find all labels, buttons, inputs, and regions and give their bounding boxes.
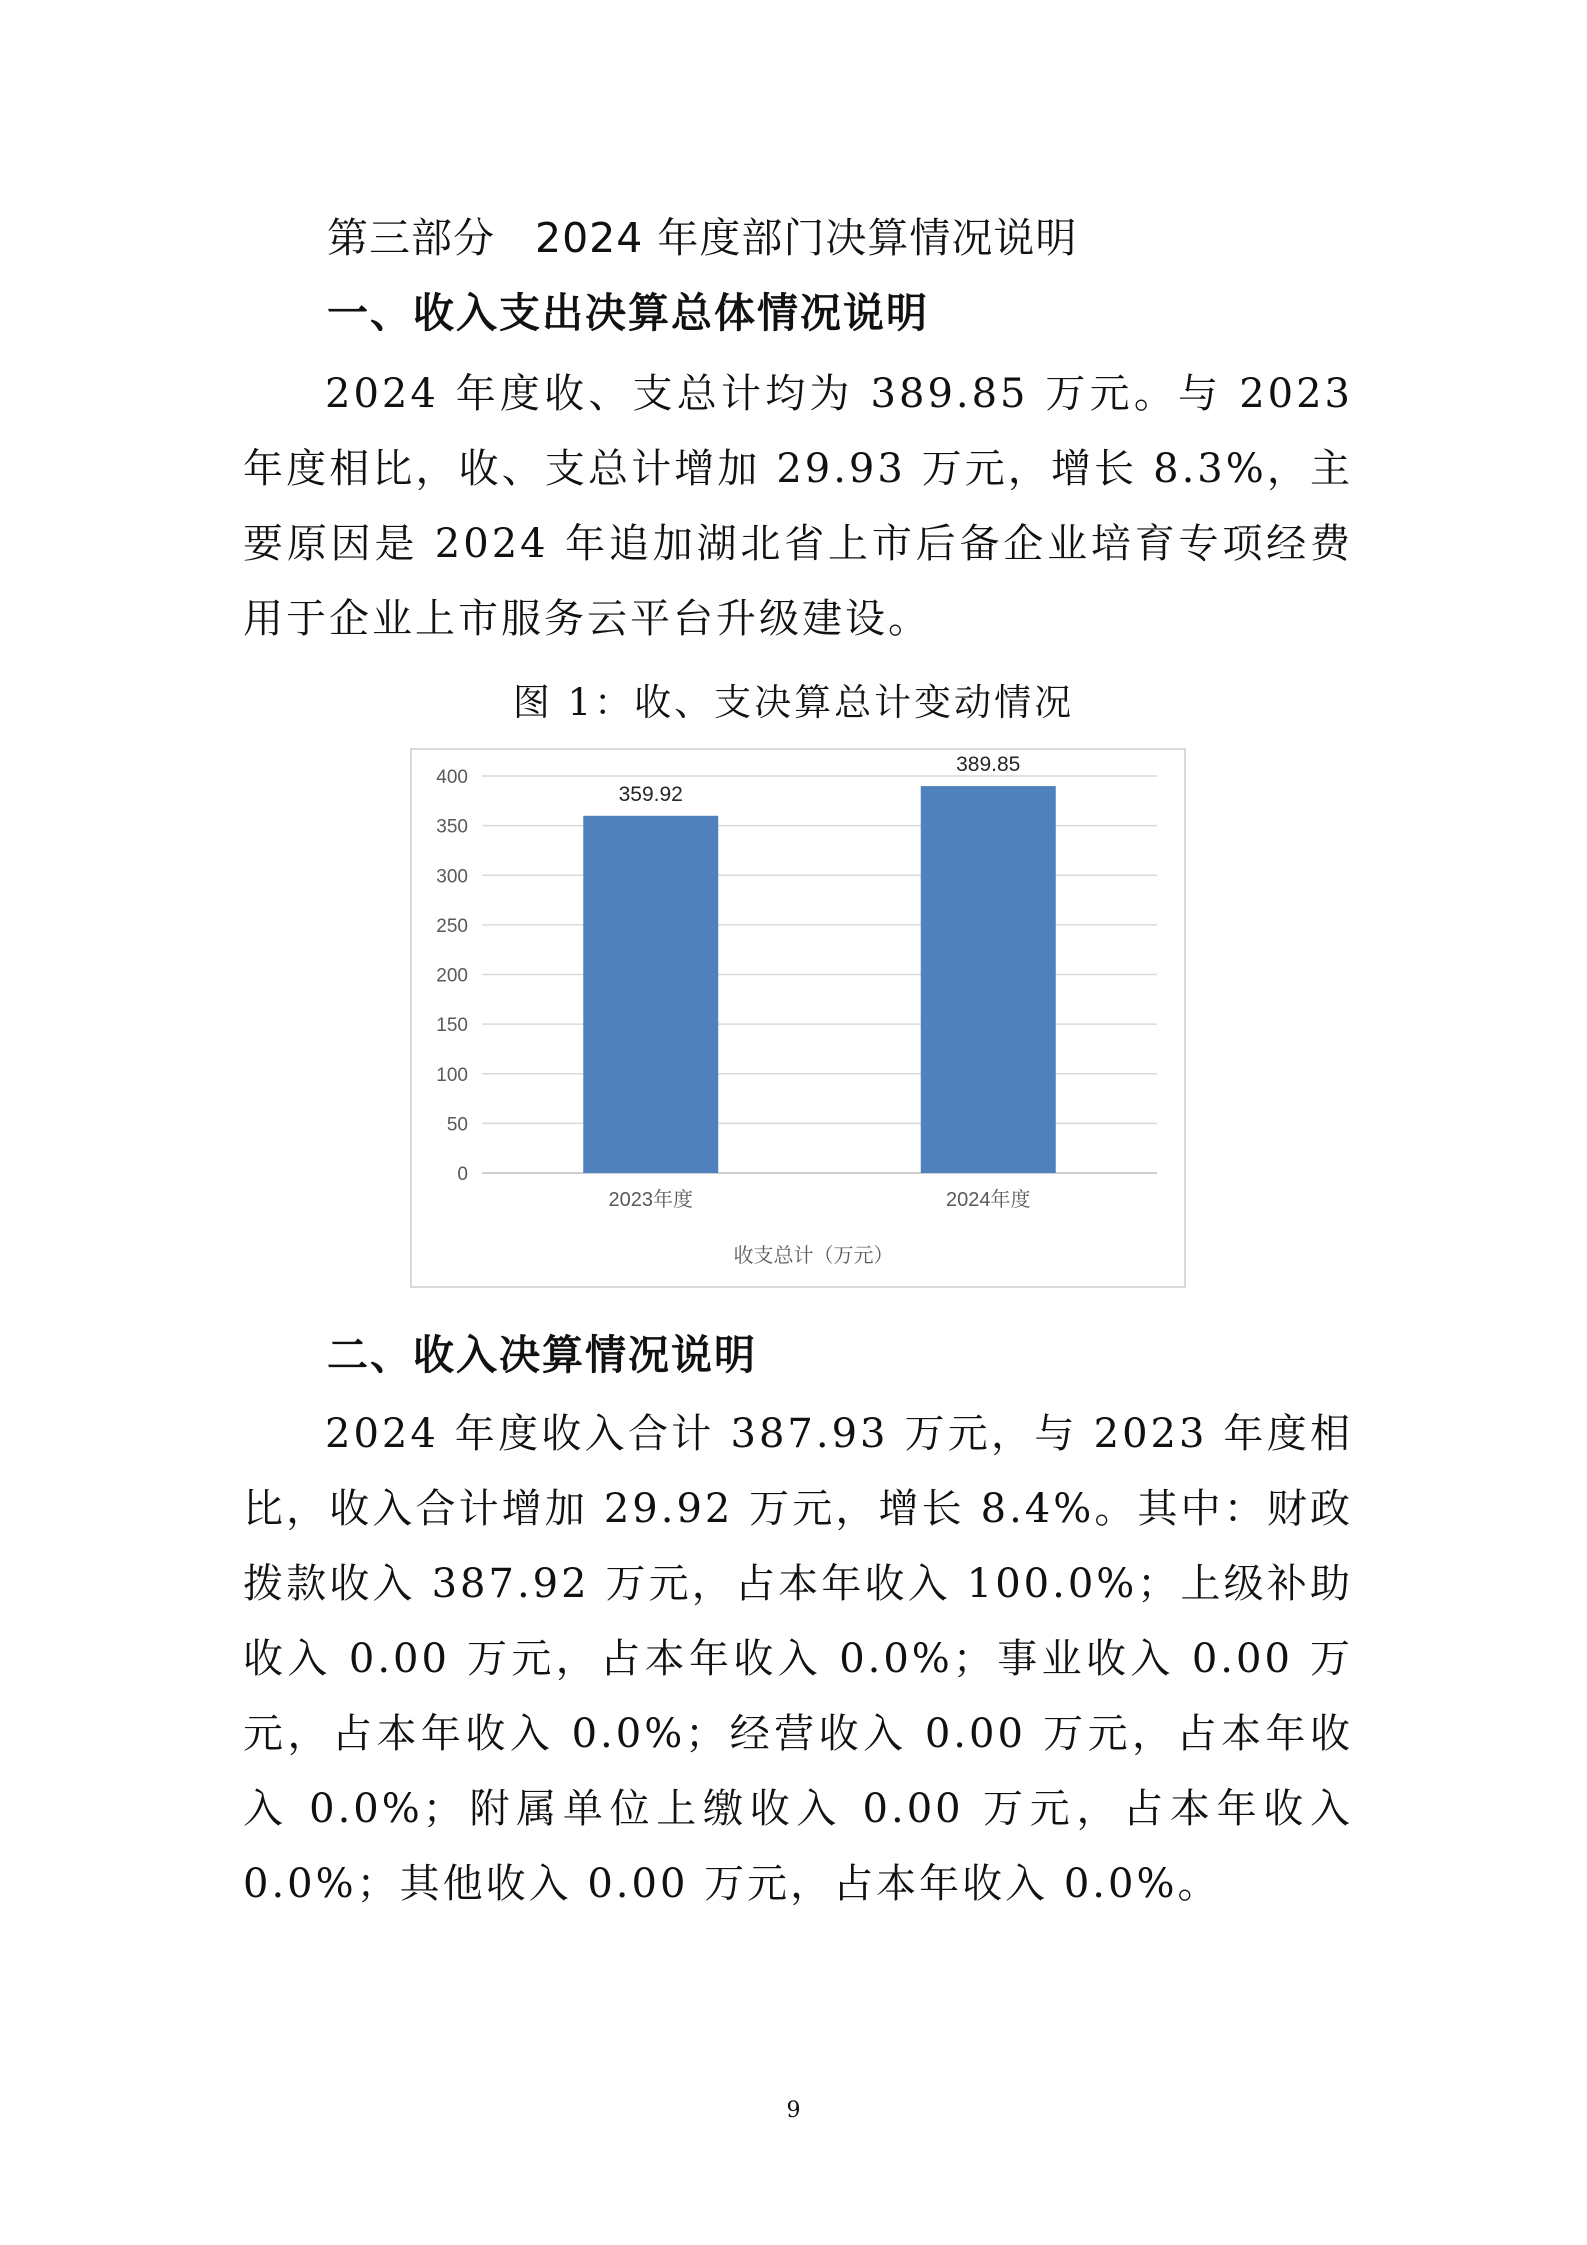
y-tick-label: 100 <box>436 1064 468 1086</box>
y-tick-label: 50 <box>446 1114 468 1136</box>
y-tick-label: 400 <box>436 767 468 788</box>
page-number: 9 <box>786 2098 801 2123</box>
legend-label: 收支总计（万元） <box>733 1245 894 1267</box>
section-heading-income: 二、收入决算情况说明 <box>327 1331 757 1379</box>
figure-caption: 图 1：收、支决算总计变动情况 <box>512 681 1075 724</box>
bar-chart <box>410 748 1186 1288</box>
data-label: 389.85 <box>956 753 1021 777</box>
part-label: 第三部分 <box>327 214 495 262</box>
paragraph-income: 2024 年度收入合计 387.93 万元，与 2023 年度相比，收入合计增加 29.92 万元，增长 8.4%。其中：财政拨款收入 387.92 万元，占本年收入 100.0%；上级补助收入 0.00 万元，占本年收入 0.0%；事业收入 0.00 万元，占本年收入 0.0%；经营收入 0.00 万元，占本年收入 0.0%；附属单位上缴收入 0.00 万元，占本年收入 0.0%；其他收入 0.00 万元，占本年收入 0.0%。 <box>243 1411 1353 1907</box>
y-tick-label: 300 <box>436 866 468 888</box>
bar <box>921 786 1056 1173</box>
y-tick-label: 350 <box>436 816 468 838</box>
bar-chart-svg <box>412 750 1184 1286</box>
y-tick-label: 250 <box>436 915 468 937</box>
y-tick-label: 200 <box>436 965 468 987</box>
x-tick-label: 2023年度 <box>608 1189 693 1211</box>
y-tick-label: 0 <box>457 1164 468 1185</box>
y-tick-label: 150 <box>436 1015 468 1037</box>
section-heading-overall: 一、收入支出决算总体情况说明 <box>327 289 929 337</box>
paragraph-overall: 2024 年度收、支总计均为 389.85 万元。与 2023 年度相比，收、支总计增加 29.93 万元，增长 8.3%，主要原因是 2024 年追加湖北省上市后备企业培育专项经费用于企业上市服务云平台升级建设。 <box>243 371 1353 642</box>
bar <box>583 816 718 1173</box>
part-title <box>327 205 1077 264</box>
x-tick-label: 2024年度 <box>946 1189 1031 1211</box>
data-label: 359.92 <box>618 782 683 806</box>
part-title-text: 2024 年度部门决算情况说明 <box>535 214 1078 262</box>
